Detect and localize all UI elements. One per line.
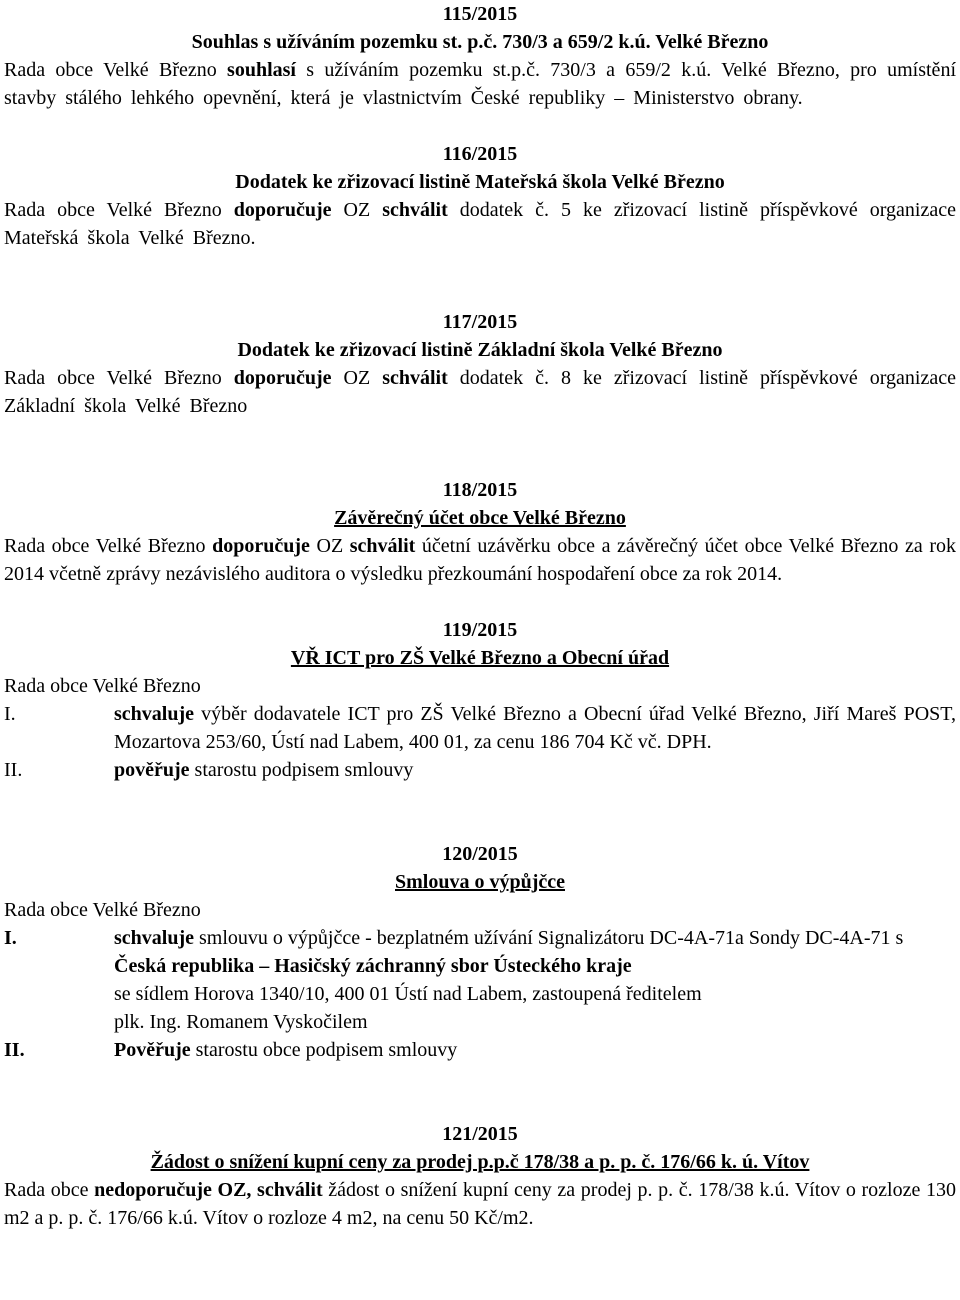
resolution-number: 120/2015: [442, 843, 518, 865]
point-label: II.: [4, 1039, 25, 1061]
text-part: Rada obce: [4, 1179, 95, 1201]
text-part: starostu podpisem smlouvy: [189, 759, 414, 781]
resolution-number: 121/2015: [442, 1123, 518, 1145]
resolution-title: Smlouva o výpůjčce: [395, 871, 565, 893]
text-part: dodatek č. 8 ke zřizovací listině příspěvkové organizace Základní škola Velké Březno: [4, 367, 956, 417]
text-bold: schválit: [382, 367, 448, 389]
spacer: [4, 252, 956, 308]
resolution-119: [4, 616, 956, 784]
resolution-number: 118/2015: [442, 479, 518, 501]
resolution-115: [4, 0, 956, 112]
point-label: I.: [4, 703, 16, 725]
resolution-116: [4, 140, 956, 252]
point-text: [114, 756, 956, 784]
resolution-point-ii: [4, 756, 956, 784]
text-part: starostu obce podpisem smlouvy: [190, 1039, 458, 1061]
resolution-120: [4, 840, 956, 1064]
spacer: [4, 1064, 956, 1120]
resolution-number: 115/2015: [442, 3, 518, 25]
resolution-title: Závěrečný účet obce Velké Březno: [334, 507, 626, 529]
text-part: výběr dodavatele ICT pro ZŠ Velké Březno a Obecní úřad Velké Březno, Jiří Mareš POST, Mozartova 253/60, Ústí nad Labem, 400 01, za cenu 186 704 Kč vč. DPH.: [114, 703, 956, 753]
text-bold: Česká republika – Hasičský záchranný sbor Ústeckého kraje: [114, 955, 632, 977]
point-label: II.: [4, 759, 23, 781]
text-bold: doporučuje: [212, 535, 310, 557]
resolution-number: 117/2015: [442, 311, 518, 333]
resolution-point-i: [4, 924, 956, 1036]
spacer: [4, 588, 956, 616]
text-bold: Pověřuje: [114, 1039, 191, 1061]
resolution-intro: Rada obce Velké Březno: [4, 899, 201, 921]
point-text: [114, 700, 956, 756]
spacer: [4, 420, 956, 476]
text-bold: souhlasí: [227, 59, 296, 81]
text-part: žádost o snížení kupní ceny za prodej p. p. č. 178/38 k.ú. Vítov o rozloze 130 m2 a p. p. č. 176/66 k.ú. Vítov o rozloze 4 m2, na cenu 50 Kč/m2.: [4, 1179, 956, 1229]
resolution-text: [4, 364, 956, 420]
resolution-title: VŘ ICT pro ZŠ Velké Březno a Obecní úřad: [290, 647, 670, 669]
text-part: OZ: [331, 199, 383, 221]
resolution-121: [4, 1120, 956, 1232]
resolution-title: Dodatek ke zřizovací listině Základní škola Velké Březno: [237, 339, 723, 361]
point-text: [114, 1036, 956, 1064]
text-part: dodatek č. 5 ke zřizovací listině příspěvkové organizace Mateřská škola Velké Březno.: [4, 199, 956, 249]
text-bold: doporučuje: [233, 199, 332, 221]
text-part: OZ: [331, 367, 383, 389]
text-bold: nedoporučuje: [94, 1179, 212, 1201]
text-part: Rada obce Velké Březno: [4, 535, 213, 557]
resolution-text: [4, 532, 956, 588]
resolution-number: 116/2015: [442, 143, 518, 165]
text-part: Rada obce Velké Březno: [4, 59, 228, 81]
resolution-number: 119/2015: [442, 619, 518, 641]
text-part: s užíváním pozemku st.p.č. 730/3 a 659/2 k.ú. Velké Březno, pro umístění stavby stálého lehkého opevnění, která je vlastnictvím České republiky – Ministerstvo obrany.: [4, 59, 956, 109]
resolution-point-i: [4, 700, 956, 756]
text-bold: schvaluje: [114, 927, 194, 949]
spacer: [4, 112, 956, 140]
spacer: [4, 784, 956, 840]
resolution-text: [4, 56, 956, 112]
text-part: OZ: [309, 535, 350, 557]
resolution-intro: Rada obce Velké Březno: [4, 675, 201, 697]
text-bold: doporučuje: [233, 367, 332, 389]
text-part: smlouvu o výpůjčce - bezplatném užívání Signalizátoru DC-4A-71a Sondy DC-4A-71 s: [194, 927, 904, 949]
text-part: se sídlem Horova 1340/10, 400 01 Ústí nad Labem, zastoupená ředitelem: [114, 983, 702, 1005]
resolution-117: [4, 308, 956, 420]
text-part: Rada obce Velké Březno: [4, 367, 234, 389]
resolution-title: Souhlas s užíváním pozemku st. p.č. 730/3 a 659/2 k.ú. Velké Březno: [191, 31, 769, 53]
resolution-118: [4, 476, 956, 588]
resolution-text: [4, 196, 956, 252]
document: [4, 0, 956, 1232]
resolution-point-ii: [4, 1036, 956, 1064]
text-bold: schvaluje: [114, 703, 194, 725]
text-part: Rada obce Velké Březno: [4, 199, 234, 221]
resolution-title: Žádost o snížení kupní ceny za prodej p.p.č 178/38 a p. p. č. 176/66 k. ú. Vítov: [150, 1151, 810, 1173]
text-part: účetní uzávěrku obce a závěrečný účet obce Velké Březno za rok 2014 včetně zprávy nezávislého auditora o výsledku přezkoumání hospodaření obce za rok 2014.: [4, 535, 957, 585]
point-label: I.: [4, 927, 17, 949]
text-bold: schválit: [382, 199, 448, 221]
point-text: [114, 924, 956, 1036]
text-bold: pověřuje: [114, 759, 190, 781]
text-part: plk. Ing. Romanem Vyskočilem: [114, 1011, 368, 1033]
text-bold: OZ, schválit: [217, 1179, 323, 1201]
resolution-title: Dodatek ke zřizovací listině Mateřská škola Velké Březno: [235, 171, 725, 193]
text-bold: schválit: [349, 535, 416, 557]
resolution-text: [4, 1176, 956, 1232]
